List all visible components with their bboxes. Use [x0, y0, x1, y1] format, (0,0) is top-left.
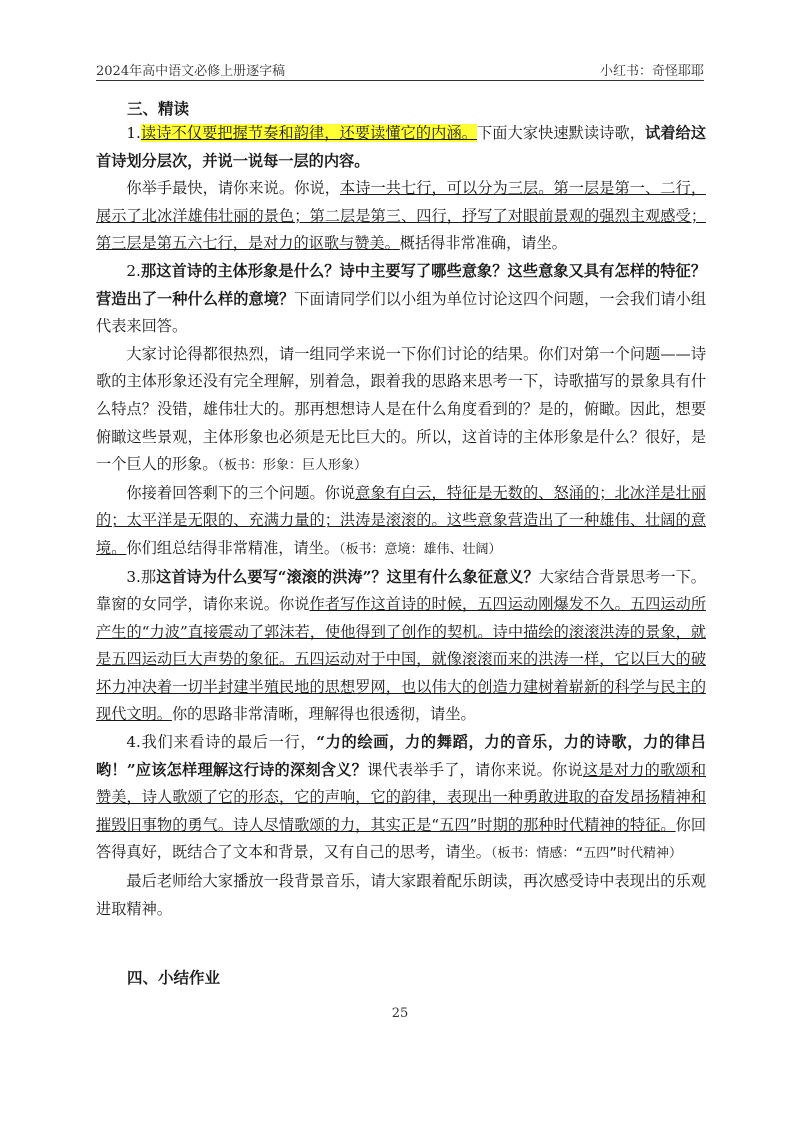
paragraph-text: 下面请同学们以小组为单位讨论这四个问题，一会我们请小组代表来回答。 — [96, 289, 707, 336]
header-document-title: 2024年高中语文必修上册逐字稿 — [96, 64, 286, 79]
blackboard-note: （板书：形象：巨人形象） — [217, 458, 368, 474]
paragraph-text: 你举手最快，请你来说。你说， — [126, 179, 340, 198]
bold-question: 试着给这首诗划分层次，并说一说每一层的内容。 — [96, 124, 707, 170]
paragraph-question-2 — [96, 258, 706, 341]
bold-question: “力的绘画，力的舞蹈，力的音乐，力的诗歌，力的律吕哟！”应该怎样理解这行诗的深刻含义？ — [96, 733, 706, 779]
highlighted-text: 读诗不仅要把握节奏和韵律，还要读懂它的内涵。 — [140, 124, 477, 142]
paragraph-text: 课代表举手了，请你来说。你说 — [367, 760, 583, 779]
question-number: 4. — [126, 733, 141, 752]
paragraph-text: 概括得非常准确，请坐。 — [399, 234, 567, 253]
underlined-answer: 本诗一共七行，可以分为三层。第一层是第一、二行，展示了北冰洋雄伟壮丽的景色；第二层是第三、四行，抒写了对眼前景观的强烈主观感受；第三层是第五六七行，是对力的讴歌与赞美。 — [96, 179, 707, 253]
bold-question: 这首诗为什么要写“滚滚的洪涛”？这里有什么象征意义？ — [156, 567, 539, 586]
paragraph-text: 那 — [140, 567, 157, 586]
paragraph-text: 大家讨论得都很热烈，请一组同学来说一下你们讨论的结果。你们对第一个问题——诗歌的主体形象还没有完全理解，别着急，跟着我的思路来思考一下，诗歌描写的景象具有什么特点？没错，雄伟壮大的。那再想想诗人是在什么角度看到的？是的，俯瞰。因此，想要俯瞰这些景观，主体形象也必须是无比巨大的。所以，这首诗的主体形象是什么？很好，是一个巨人的形象。 — [96, 344, 706, 474]
blackboard-note: （板书：意境：雄伟、壮阔） — [339, 541, 502, 557]
question-number: 3. — [126, 567, 141, 586]
underlined-answer: 这是对力的歌颂和赞美，诗人歌颂了它的形态，它的声响，它的韵律，表现出一种勇敢进取的奋发昂扬精神和摧毁旧事物的勇气。诗人尽情歌颂的力，其实正是“五四”时期的那种时代精神的特征。 — [96, 760, 707, 834]
page-number: 25 — [391, 1006, 409, 1021]
underlined-answer: 意象有白云，特征是无数的、怒涌的；北冰洋是壮丽的；太平洋是无限的、充满力量的；洪涛是滚滚的。这些意象营造出了一种雄伟、壮阔的意境。 — [96, 483, 707, 557]
paragraph-text: 你回答得真好，既结合了文本和背景，又有自己的思考，请坐。 — [96, 815, 707, 862]
section-four-title: 四、小结作业 — [127, 968, 221, 987]
paragraph-answer-1 — [96, 175, 706, 258]
paragraph-discussion — [96, 341, 706, 480]
paragraph-question-4 — [96, 729, 706, 868]
question-number: 1. — [126, 124, 141, 142]
paragraph-text: 你们组总结得非常精准，请坐。 — [126, 538, 339, 557]
paragraph-text: 你的思路非常清晰，理解得也很透彻，请坐。 — [171, 705, 476, 724]
paragraph-closing — [96, 868, 706, 923]
document-body — [96, 120, 706, 923]
paragraph-question-1 — [96, 120, 706, 175]
paragraph-answer-2 — [96, 480, 706, 564]
question-number: 2. — [126, 261, 141, 280]
paragraph-text: 你接着回答剩下的三个问题。你说 — [126, 483, 356, 502]
page-header — [96, 56, 704, 81]
paragraph-question-3 — [96, 564, 706, 730]
paragraph-text: 最后老师给大家播放一段背景音乐，请大家跟着配乐朗读，再次感受诗中表现出的乐观进取精神。 — [96, 872, 706, 918]
paragraph-text: 我们来看诗的最后一行， — [140, 733, 317, 752]
underlined-answer: 作者写作这首诗的时候，五四运动刚爆发不久。五四运动所产生的“力波”直接震动了郭沫若，使他得到了创作的契机。诗中描绘的滚滚洪涛的景象，就是五四运动巨大声势的象征。五四运动对于中国，就像滚滚而来的洪涛一样，它以巨大的破坏力冲决着一切半封建半殖民地的思想罗网，也以伟大的创造力建树着崭新的科学与民主的现代文明。 — [96, 595, 707, 724]
paragraph-text: 大家结合背景思考一下。靠窗的女同学，请你来说。你说 — [96, 567, 706, 614]
section-three-title: 三、精读 — [127, 99, 190, 118]
blackboard-note: （板书：情感：“五四”时代精神） — [490, 846, 683, 862]
paragraph-text: 下面大家快速默读诗歌， — [477, 124, 646, 142]
header-author: 小红书：奇怪耶耶 — [599, 64, 704, 79]
bold-question: 那这首诗的主体形象是什么？诗中主要写了哪些意象？这些意象又具有怎样的特征？营造出了一种什么样的意境？ — [96, 261, 706, 308]
